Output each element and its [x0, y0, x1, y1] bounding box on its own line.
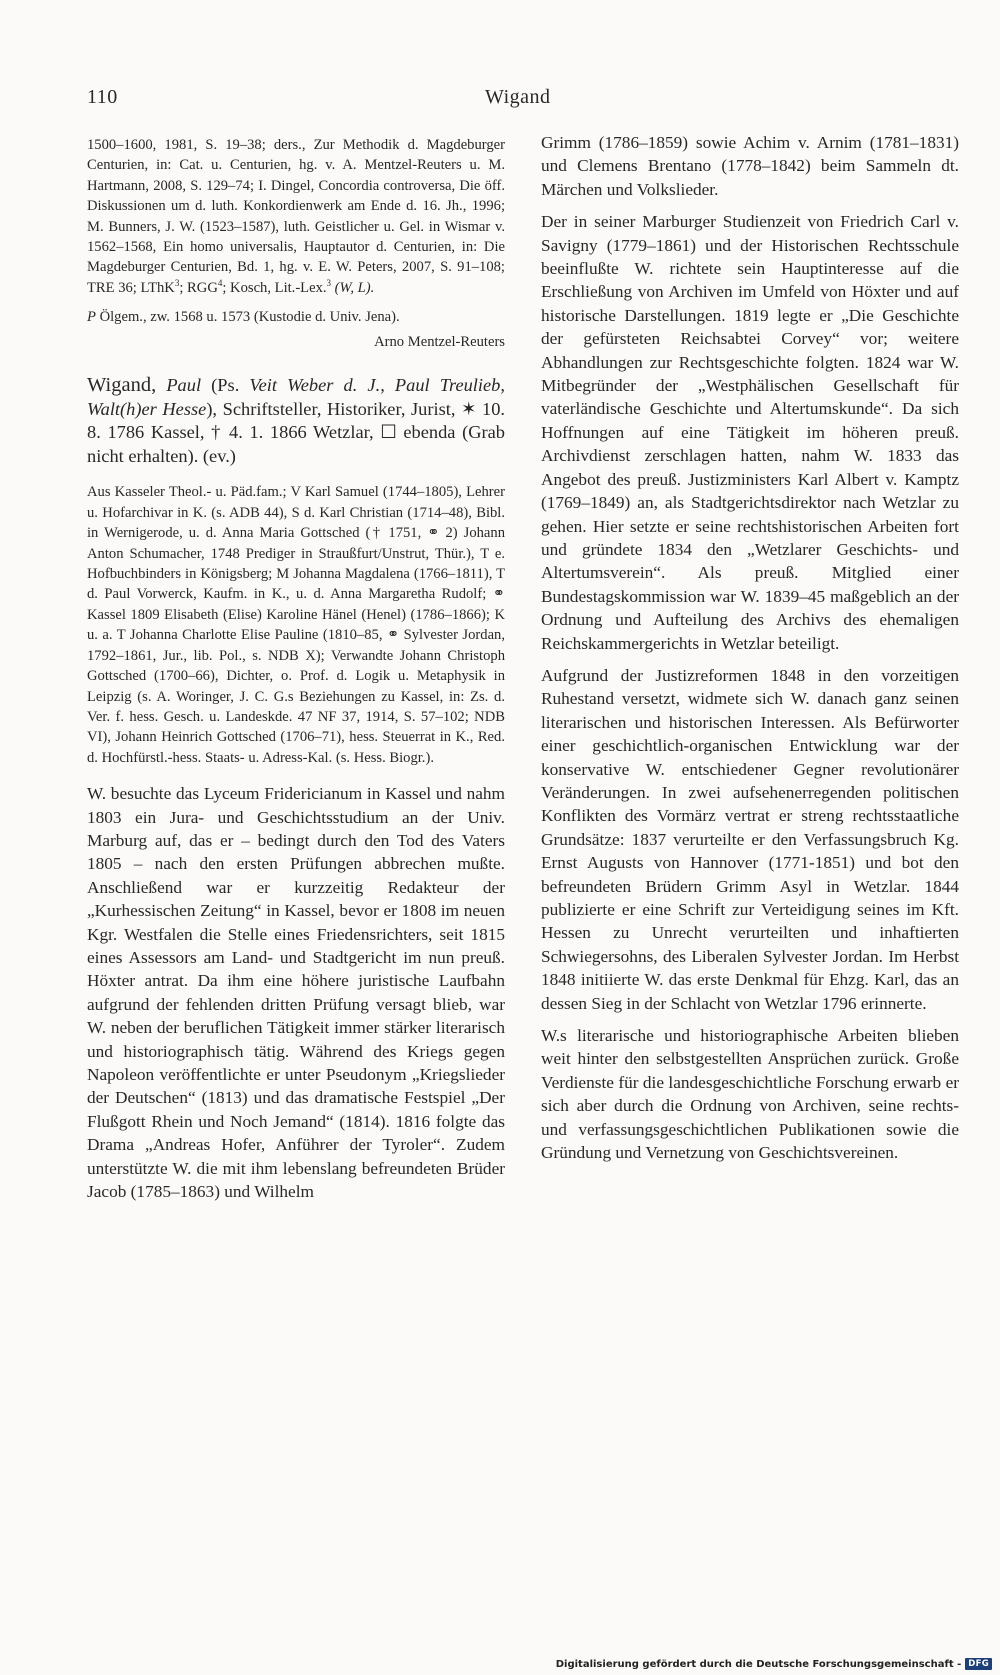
- entry-pseudonyms: Veit Weber d. J., Paul Treulieb, Walt(h)er Hesse: [87, 375, 505, 419]
- entry-lemma: Wigand,: [87, 374, 157, 397]
- bib-end: (W, L).: [331, 279, 375, 296]
- entry-heading: [87, 374, 505, 468]
- previous-entry-author: Arno Mentzel-Reuters: [374, 333, 505, 350]
- genealogy: Aus Kasseler Theol.- u. Päd.fam.; V Karl Samuel (1744–1805), Lehrer u. Hofarchivar in K. (s. ADB 44), S d. Karl Christian (1714–48), Bibl. in Wernigerode, u. d. Anna Maria Gottsched († 1751, ⚭ 2) Johann Anton Schumacher, 1748 Prediger in Straußfurt/Unstrut, Thür.), T e. Hofbuchbinders in Königsberg; M Johanna Magdalena (1766–1811), T d. Paul Vorwerck, Kaufm. in K., u. d. Anna Margaretha Rudolf; ⚭ Kassel 1809 Elisabeth (Elise) Karoline Hänel (Henel) (1786–1866); K u. a. T Johanna Charlotte Elise Pauline (1810–85, ⚭ Sylvester Jordan, 1792–1861, Jur., lib. Pol., s. NDB X); Verwandte Johann Christoph Gottsched (1700–66), Dichter, o. Prof. d. Logik u. Metaphysik in Leipzig (s. A. Woringer, J. C. G.s Beziehungen zu Kassel, in: Zs. d. Ver. f. hess. Gesch. u. Landeskde. 47 NF 37, 1914, S. 57–102; NDB VI), Johann Heinrich Gottsched (1706–71), hess. Steuerrat in K., Red. d. Hochfürstl.-hess. Staats- u. Adress-Kal. (s. Hess. Biogr.).: [87, 484, 505, 766]
- previous-entry-bibliography: [87, 135, 505, 298]
- dfg-logo: DFG: [965, 1658, 992, 1670]
- body-paragraph-5: W.s literarische und historiographische Arbeiten blieben weit hinter den selbstgestellten Ansprüchen zurück. Große Verdienste für die landesgeschichtliche Forschung erwarb er sich aber durch die Ordnung von Archiven, seine rechts- und verfassungsgeschichtlichen Publikationen sowie die Gründung und Vernetzung von Geschichtsvereinen.: [541, 1026, 959, 1163]
- footer-text: Digitalisierung gefördert durch die Deutsche Forschungsgemeinschaft -: [555, 1658, 962, 1670]
- page-number: 110: [87, 86, 118, 108]
- portrait-text: Ölgem., zw. 1568 u. 1573 (Kustodie d. Univ. Jena).: [95, 309, 400, 326]
- bib-sup-2: 4: [217, 277, 223, 288]
- bib-mid-1: ; RGG: [179, 279, 218, 296]
- left-column: [87, 135, 505, 1203]
- digitization-footer: [556, 1658, 992, 1670]
- entry-ps-open: (Ps.: [201, 375, 250, 396]
- running-head: Wigand: [485, 86, 551, 108]
- bib-sup-1: 3: [174, 277, 180, 288]
- bib-text: 1500–1600, 1981, S. 19–38; ders., Zur Methodik d. Magdeburger Centurien, in: Cat. u. Centurien, hg. v. A. Mentzel-Reuters u. M. Hartmann, 2008, S. 129–74; I. Dingel, Concordia controversa, Die öff. Diskussionen um d. luth. Konkordienwerk am Ende d. 16. Jh., 1996; M. Bunners, J. W. (1523–1587), luth. Geistlicher u. Gel. in Wismar v. 1562–1568, Ein homo universalis, Hauptautor d. Centurien, in: Die Magdeburger Centurien, Bd. 1, hg. v. E. W. Peters, 2007, S. 91–108; TRE 36; LThK: [87, 137, 505, 296]
- bib-sup-3: 3: [326, 277, 332, 288]
- body-paragraph-4: Aufgrund der Justizreformen 1848 in den vorzeitigen Ruhestand versetzt, widmete sich W. danach ganz seinen literarischen und historischen Interessen. Als Befürworter einer geschichtlich-organischen Entwicklung war der konservative W. entschiedener Gegner revolutionärer Veränderungen. In zwei aufsehenerregenden politischen Konflikten des Vormärz vertrat er streng rechtsstaatliche Grundsätze: 1837 verurteilte er den Verfassungsbruch Kg. Ernst Augusts von Hannover (1771-1851) und bot den befreundeten Brüdern Grimm Asyl in Wetzlar. 1844 publizierte er eine Schrift zur Verteidigung seines im Kft. Hessen zu Unrecht verurteilten und inhaftierten Schwiegersohns, des Liberalen Sylvester Jordan. Im Herbst 1848 initiierte W. das erste Denkmal für Ehzg. Karl, das an dessen Sieg in der Schlacht von Wetzlar 1796 erinnerte.: [541, 665, 959, 1013]
- portrait-note: [87, 307, 505, 327]
- bib-mid-2: ; Kosch, Lit.-Lex.: [222, 279, 327, 296]
- right-column: [541, 131, 959, 1164]
- entry-firstname: Paul: [156, 375, 202, 396]
- body-paragraph-3: Der in seiner Marburger Studienzeit von Friedrich Carl v. Savigny (1779–1861) und der Historischen Rechtsschule beeinflußte W. richtete sein Hauptinteresse auf die Erschließung von Archiven im Umfeld von Höxter und auf historische Darstellungen. 1819 legte er „Die Geschichte der gefürsteten Reichsabtei Corvey“ vor; weitere Abhandlungen zur Rechtsgeschichte folgten. 1824 war W. Mitbegründer der „Westphälischen Gesellschaft für vaterländische Geschichte und Altertumskunde“. Da sich Hoffnungen auf eine Tätigkeit im höheren preuß. Archivdienst zerschlagen hatten, nahm W. 1833 das Angebot des preuß. Justizministers Karl Albert v. Kamptz (1769–1849) an, als Stadtgerichtsdirektor nach Wetzlar zu gehen. Hier setzte er seine rechtshistorischen Arbeiten fort und gründete 1834 den „Wetzlarer Geschichts- und Altertumsverein“. Als preuß. Mitglied einer Bundestagskommission war W. 1839–45 maßgeblich an der Ordnung und Aufteilung des Archivs des ehemaligen Reichskammergerichts in Wetzlar beteiligt.: [541, 212, 959, 653]
- body-paragraph-2: Grimm (1786–1859) sowie Achim v. Arnim (1781–1831) und Clemens Brentano (1778–1842) beim Sammeln dt. Märchen und Volkslieder.: [541, 133, 959, 199]
- portrait-marker: P: [87, 309, 96, 326]
- body-paragraph-1: W. besuchte das Lyceum Fridericianum in Kassel und nahm 1803 ein Jura- und Geschichtsstudium an der Univ. Marburg auf, das er – bedingt durch den Tod des Vaters 1805 – nach den ersten Prüfungen abbrechen mußte. Anschließend war er kurzzeitig Redakteur der „Kurhessischen Zeitung“ in Kassel, bevor er 1808 im neuen Kgr. Westfalen die Stelle eines Friedensrichters, seit 1815 eines Assessors am Land- und Stadtgericht im nun preuß. Höxter antrat. Da ihm eine höhere juristische Laufbahn aufgrund der fehlenden dritten Prüfung versagt blieb, war W. neben der beruflichen Tätigkeit immer stärker literarisch und historiographisch tätig. Während des Kriegs gegen Napoleon veröffentlichte er unter Pseudonym „Kriegslieder der Deutschen“ (1813) und das dramatische Festspiel „Der Flußgott Rhein und Noch Jemand“ (1814). 1816 folgte das Drama „Andreas Hofer, Anführer der Tyroler“. Zudem unterstützte W. die mit ihm lebenslang befreundeten Brüder Jacob (1785–1863) und Wilhelm: [87, 784, 505, 1202]
- entry-rest: ), Schriftsteller, Historiker, Jurist, ✶ 10. 8. 1786 Kassel, † 4. 1. 1866 Wetzlar, ☐ ebenda (Grab nicht erhalten). (ev.): [87, 398, 506, 466]
